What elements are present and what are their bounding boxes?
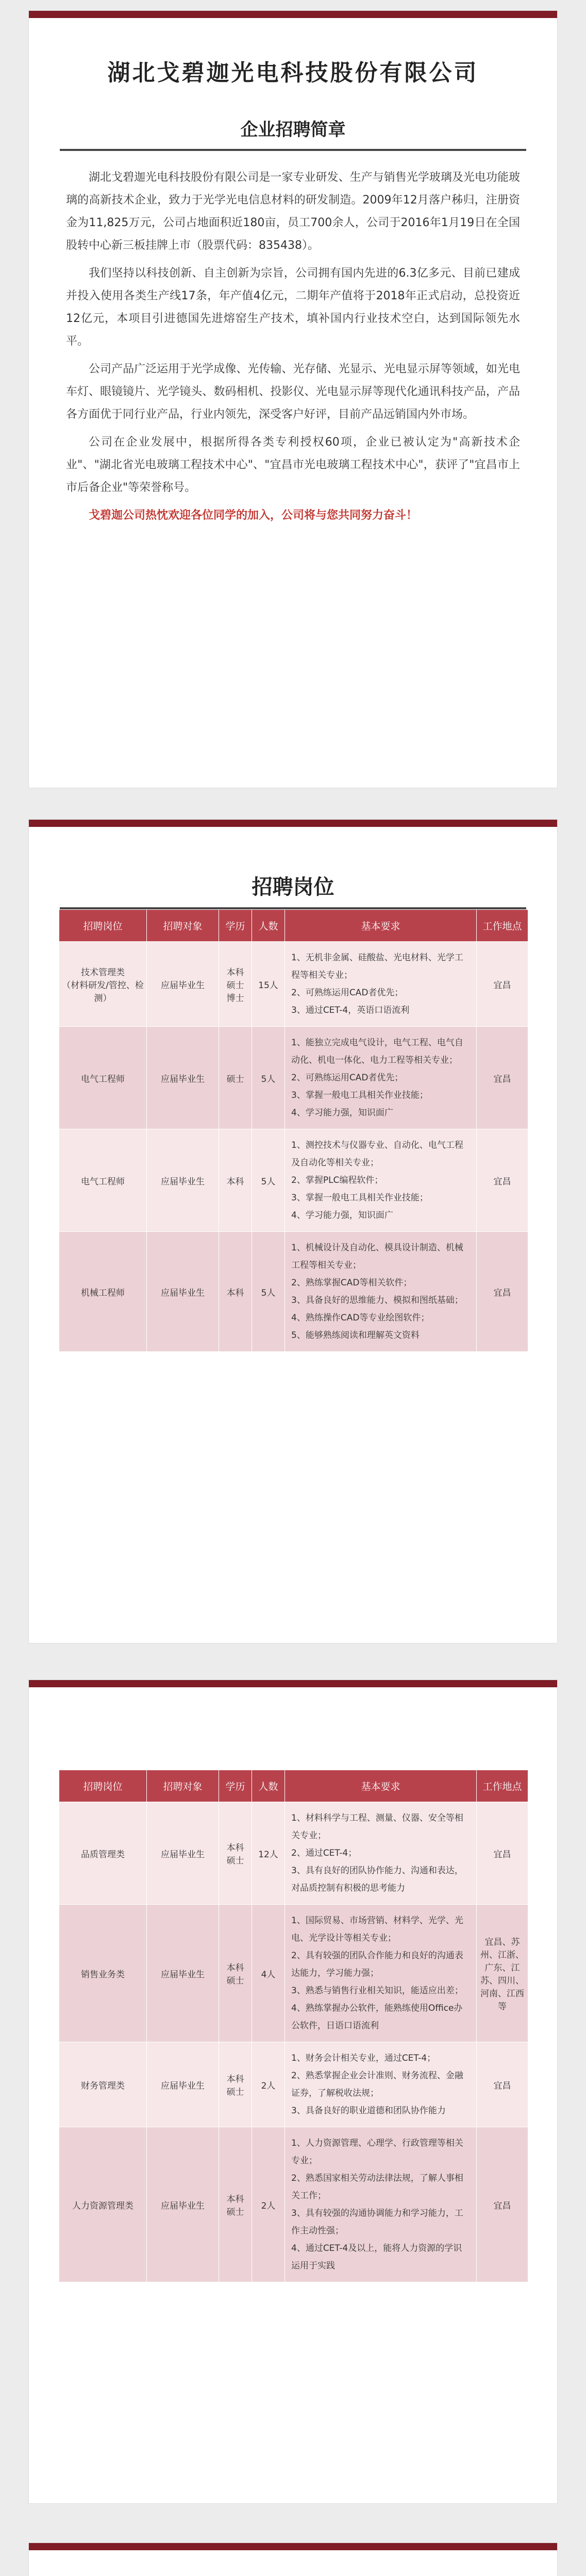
cell-target: 应届毕业生 <box>147 1129 219 1232</box>
header-target: 招聘对象 <box>147 1770 219 1802</box>
cell-position: 机械工程师 <box>59 1232 147 1352</box>
header-position: 招聘岗位 <box>59 1770 147 1802</box>
table-row <box>59 1905 528 2042</box>
header-count: 人数 <box>252 1770 285 1802</box>
cell-count: 5人 <box>252 1129 285 1232</box>
intro-paragraph: 公司产品广泛运用于光学成像、光传输、光存储、光显示、光电显示屏等领域，如光电车灯、眼镜镜片、光学镜头、数码相机、投影仪、光电显示屏等现代化通讯科技产品，产品各方面优于同行业产品，行业内领先，深受客户好评，目前产品远销国内外市场。 <box>66 363 520 421</box>
cell-count: 12人 <box>252 1802 285 1905</box>
cell-target: 应届毕业生 <box>147 1027 219 1129</box>
cell-location: 宜昌 <box>477 1129 528 1232</box>
cell-position: 人力资源管理类 <box>59 2127 147 2282</box>
requirement-item: 1、财务会计相关专业，通过CET-4； <box>291 2053 436 2063</box>
intro-paragraph: 我们坚持以科技创新、自主创新为宗旨，公司拥有国内先进的6.3亿多元、目前已建成并投入使用各类生产线17条，年产值4亿元，二期年产值将于2018年正式启动，总投资近12亿元，本项目引进德国先进熔窑生产技术，填补国内行业技术空白，达到国际领先水平。 <box>66 267 520 348</box>
cell-location: 宜昌 <box>477 942 528 1027</box>
cell-education: 硕士 <box>219 1027 252 1129</box>
cell-education: 本科 <box>219 1232 252 1352</box>
top-banner-bar <box>29 11 557 18</box>
requirement-item: 2、熟练掌握CAD等相关软件； <box>291 1278 412 1288</box>
positions-title: 招聘岗位 <box>252 875 334 899</box>
cell-count: 4人 <box>252 1905 285 2042</box>
cell-requirements <box>285 2042 477 2127</box>
requirement-item: 2、熟悉掌握企业会计准则、财务流程、金融证券，了解税收法规； <box>291 2071 463 2098</box>
cell-location: 宜昌 <box>477 2127 528 2282</box>
table-row <box>59 942 528 1027</box>
requirement-item: 1、测控技术与仪器专业、自动化、电气工程及自动化等相关专业； <box>291 1140 463 1168</box>
header-requirements: 基本要求 <box>285 1770 477 1802</box>
cell-count: 2人 <box>252 2042 285 2127</box>
cell-education: 本科 硕士 博士 <box>219 942 252 1027</box>
cell-requirements <box>285 1129 477 1232</box>
requirement-item: 4、熟练操作CAD等专业绘图软件； <box>291 1313 430 1323</box>
header-location: 工作地点 <box>477 910 528 942</box>
cell-count: 15人 <box>252 942 285 1027</box>
title-divider <box>60 149 526 151</box>
cell-count: 5人 <box>252 1027 285 1129</box>
cell-location: 宜昌 <box>477 1802 528 1905</box>
cell-target: 应届毕业生 <box>147 942 219 1027</box>
table-row <box>59 2042 528 2127</box>
requirement-item: 2、可熟练运用CAD者优先； <box>291 1073 404 1083</box>
requirement-item: 3、具备良好的职业道德和团队协作能力 <box>291 2106 446 2116</box>
header-education: 学历 <box>219 1770 252 1802</box>
cell-requirements <box>285 1802 477 1905</box>
intro-card <box>28 10 558 788</box>
benefits-card <box>28 2543 558 2576</box>
header-count: 人数 <box>252 910 285 942</box>
requirement-item: 4、学习能力强，知识面广 <box>291 1108 393 1118</box>
top-banner-bar <box>29 820 557 827</box>
requirement-item: 1、能独立完成电气设计，电气工程、电气自动化、机电一体化、电力工程等相关专业； <box>291 1038 463 1065</box>
cell-count: 5人 <box>252 1232 285 1352</box>
intro-paragraph: 湖北戈碧迦光电科技股份有限公司是一家专业研发、生产与销售光学玻璃及光电功能玻璃的高新技术企业，致力于光学光电信息材料的研发制造。2009年12月落户秭归，注册资金为11,825万元，公司占地面积近180亩，员工700余人，公司于2016年1月19日在全国股转中心新三板挂牌上市（股票代码：835438）。 <box>66 171 520 252</box>
cell-education: 本科 <box>219 1129 252 1232</box>
header-education: 学历 <box>219 910 252 942</box>
requirement-item: 3、具有较强的沟通协调能力和学习能力，工作主动性强； <box>291 2208 463 2236</box>
table-header-row <box>59 1770 528 1802</box>
cell-target: 应届毕业生 <box>147 1232 219 1352</box>
jobs-table-2 <box>59 1770 528 2282</box>
header-requirements: 基本要求 <box>285 910 477 942</box>
requirement-item: 3、掌握一般电工具相关作业技能； <box>291 1090 428 1100</box>
cell-education: 本科 硕士 <box>219 1905 252 2042</box>
company-name: 湖北戈碧迦光电科技股份有限公司 <box>107 60 479 86</box>
requirement-item: 1、人力资源管理、心理学、行政管理等相关专业； <box>291 2138 463 2166</box>
requirement-item: 2、掌握PLC编程软件； <box>291 1175 383 1185</box>
table-row <box>59 1802 528 1905</box>
cell-requirements <box>285 1027 477 1129</box>
jobs-table-1 <box>59 909 528 1352</box>
cell-requirements <box>285 1905 477 2042</box>
cell-education: 本科 硕士 <box>219 2042 252 2127</box>
table-row <box>59 1232 528 1352</box>
requirement-item: 2、通过CET-4； <box>291 1848 357 1858</box>
table-row <box>59 1027 528 1129</box>
cell-location: 宜昌、苏州、江浙、广东、江苏、四川、河南、江西等 <box>477 1905 528 2042</box>
requirement-item: 1、材料科学与工程、测量、仪器、安全等相关专业； <box>291 1813 463 1841</box>
positions-card-2 <box>28 1680 558 2504</box>
requirement-item: 3、通过CET-4，英语口语流利 <box>291 1005 410 1015</box>
top-banner-bar <box>29 2543 557 2550</box>
requirement-item: 1、机械设计及自动化、模具设计制造、机械工程等相关专业； <box>291 1243 463 1270</box>
header-target: 招聘对象 <box>147 910 219 942</box>
table-row <box>59 2127 528 2282</box>
requirement-item: 4、熟练掌握办公软件，能熟练使用Office办公软件，日语口语流利 <box>291 2003 463 2031</box>
header-position: 招聘岗位 <box>59 910 147 942</box>
cell-position: 销售业务类 <box>59 1905 147 2042</box>
requirement-item: 3、熟悉与销售行业相关知识，能适应出差； <box>291 1986 463 1996</box>
cell-requirements <box>285 2127 477 2282</box>
positions-card-1 <box>28 819 558 1643</box>
requirement-item: 1、国际贸易、市场营销、材料学、光学、光电、光学设计等相关专业； <box>291 1916 463 1943</box>
cell-location: 宜昌 <box>477 1027 528 1129</box>
header-location: 工作地点 <box>477 1770 528 1802</box>
cell-location: 宜昌 <box>477 1232 528 1352</box>
cell-requirements <box>285 1232 477 1352</box>
cell-position: 品质管理类 <box>59 1802 147 1905</box>
cell-education: 本科 硕士 <box>219 2127 252 2282</box>
cell-count: 2人 <box>252 2127 285 2282</box>
requirement-item: 1、无机非金属、硅酸盐、光电材料、光学工程等相关专业； <box>291 953 463 980</box>
cell-target: 应届毕业生 <box>147 1905 219 2042</box>
cell-requirements <box>285 942 477 1027</box>
intro-paragraph: 公司在企业发展中，根据所得各类专利授权60项，企业已被认定为"高新技术企业"、"湖北省光电玻璃工程技术中心"、"宜昌市光电玻璃工程技术中心"，获评了"宜昌市上市后备企业"等荣誉称号。 <box>66 436 520 494</box>
cell-position: 财务管理类 <box>59 2042 147 2127</box>
cell-position: 技术管理类 （材料研发/管控、检测） <box>59 942 147 1027</box>
requirement-item: 3、具备良好的思维能力、模拟和图纸基础； <box>291 1295 463 1306</box>
requirement-item: 2、可熟练运用CAD者优先； <box>291 988 404 998</box>
requirement-item: 3、具有良好的团队协作能力、沟通和表达，对品质控制有积极的思考能力 <box>291 1866 463 1893</box>
requirement-item: 3、掌握一般电工具相关作业技能； <box>291 1193 428 1203</box>
brief-title: 企业招聘简章 <box>240 120 346 140</box>
top-banner-bar <box>29 1680 557 1687</box>
requirement-item: 4、学习能力强，知识面广 <box>291 1210 393 1221</box>
cell-position: 电气工程师 <box>59 1129 147 1232</box>
table-header-row <box>59 910 528 942</box>
cell-target: 应届毕业生 <box>147 1802 219 1905</box>
requirement-item: 4、通过CET-4及以上，能将人力资源的学识运用于实践 <box>291 2243 462 2271</box>
requirement-item: 2、具有较强的团队合作能力和良好的沟通表达能力，学习能力强； <box>291 1951 463 1978</box>
requirement-item: 2、熟悉国家相关劳动法律法规，了解人事相关工作； <box>291 2173 463 2201</box>
cell-position: 电气工程师 <box>59 1027 147 1129</box>
cell-target: 应届毕业生 <box>147 2127 219 2282</box>
cell-education: 本科 硕士 <box>219 1802 252 1905</box>
table-row <box>59 1129 528 1232</box>
requirement-item: 5、能够熟练阅读和理解英文资料 <box>291 1330 420 1341</box>
cell-location: 宜昌 <box>477 2042 528 2127</box>
cell-target: 应届毕业生 <box>147 2042 219 2127</box>
intro-closing: 戈碧迦公司热忱欢迎各位同学的加入，公司将与您共同努力奋斗！ <box>89 509 418 522</box>
